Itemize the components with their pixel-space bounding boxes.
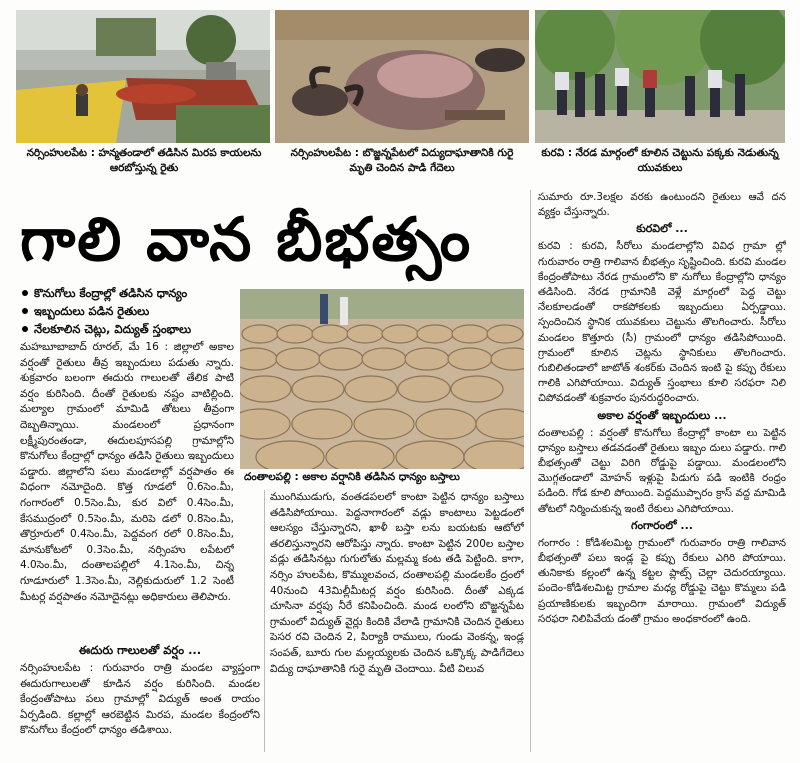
article-paragraph: గంగారం : కోడిశలమిట్ట గ్రామంలో గురువారం రాత్రి గాలివాన బీభత్సంతో పలు ఇండ్ల పై కప్పు రేకులు ఎగిరి పోయాయి. తునికాకు కల్లంలో ఉన్న కట్టల ప్లాట్స్‌ చెల్లా చెదురయ్యాయి. పందెం-కోడిశలమిట్ట గ్రామాల మధ్య రోడ్డుపై చెట్టు కొమ్మలు పడి ప్రయాణికులకు ఇబ్బందిగా మారాయి. గ్రామంలో విద్యుత్‌ సరఫరా నిలిపివేయ డంతో గ్రామం అంధకారంలో ఉంది. [538,536,786,625]
article-paragraph: మహబూబాబాద్‌ రూరల్‌, మే 16 : జిల్లాలో అకాల వర్షంతో రైతులు తీవ్ర ఇబ్బందులు పడుతు న్నారు. శుక్రవారం బలంగా ఈదురు గాలులతో తేలిక పాటి వర్షం కురిసింది. దీంతో రైతులకు నష్టం వాటిల్లింది. మల్యాల గ్రామంలో మామిడి తోటలు తీవ్రంగా దెబ్బతిన్నాయి. మండలంలో ప్రధానంగా లక్ష్మీపురంతండా, ఈదులపూసపల్లి గ్రామాల్లోని కొనుగోలు కేంద్రాల్లో ధాన్యం తడిసి రైతులు ఇబ్బందులు పడ్డారు. జిల్లాలోని పలు మండలాల్లో వర్షపాతం ఈ విధంగా నమోదైంది. కొత్త గూడలో 0.6సెం.మీ, గంగారంలో 0.5సెం.మీ, కుర విలో 0.4సెం.మీ, కేసముద్రంలో 0.5సెం.మీ, మరిపె డలో 0.8సెం.మీ, తొర్రూరులో 0.4సెం.మీ, పెద్దవంగ రలో 0.8సెం.మీ, మానుకోటలో 0.3సెం.మీ, నర్సింహు లపేటలో 4.0సెం.మీ, దంతాలపల్లిలో 4.1సెం.మీ, చిన్న గూడూరులో 1.3సెం.మీ, నెల్లికుదురులో 1.2 సెంటీ మీటర్ల వర్షపాతం నమోదైనట్లు అధికారులు తెలిపారు. [20,341,234,603]
article-column-1-body [20,340,234,640]
section-subheading: అకాల వర్షంతో ఇబ్బందులు ... [538,408,786,424]
photo-caption: దంతాలపల్లి : అకాల వర్షానికి తడిసిన ధాన్యం బస్తాలు [244,471,460,483]
article-paragraph: సుమారు రూ.3లక్షల వరకు ఉంటుందని రైతులు ఆవే దన వ్యక్తం చేస్తున్నారు. [538,191,786,219]
article-paragraph: నర్సింహులపేట : గురువారం రాత్రి మండల వ్యాప్తంగా ఈదురుగాలులతో కూడిన వర్షం కురిసింది. మండల కేంద్రంతోపాటు పలు గ్రామాల్లో విద్యుత్‌ అంత రాయం ఏర్పడింది. కల్లాల్లో ఆరబెట్టిన మిరప, మండల కేంద్రంలోని కొనుగోలు కేంద్రంలో ధాన్యం తడిశాయి. [20,662,260,737]
article-paragraph: కురవి : కురవి, సీరోలు మండలాల్లోని వివిధ గ్రామా ల్లో గురువారం రాత్రి గాలివాన బీభత్సం సృష్టించింది. కురవి మండల కేంద్రంతోపాటు నేరడ గ్రామంలోని కొ నుగోలు కేంద్రాల్లోని ధాన్యం తడిసింది. నేరడ గ్రామానికి వెళ్లే మార్గంలో పెద్ద చెట్టు నేలకూలడంతో రాకపోకలకు ఇబ్బందులు ఏర్పడ్డాయి. స్పందించిన స్థానిక యువకులు చెట్టును తొలగించారు. సీరోలు మండలం కొత్తూరు (సీ) గ్రామంలో ధాన్యం తడిసిపోయింది. గ్రామంలో కూలిన చెట్లను స్థానికులు తొలగించారు. గుబిలితండాలో జాటోత్‌ శంకర్‌కు చెందిన ఇంటి పై కప్పు రేకులు గాలికి ఎగిపోయాయి. విద్యుత్‌ స్తంభాలు కూలి సరఫరా నిలి చిపోవడంతో శుక్రవారం పునరుద్ధరించారు. [538,240,786,405]
headline: గాలి వాన బీభత్సం [20,205,473,275]
section-subheading: గంగారంలో ... [538,518,786,534]
article-paragraph: ముంగిముడుగు, వంతడపలలో కాంటా పెట్టిన ధాన్యం బస్తాలు తడిసిపోయాయి. పెద్దనాగారంలో వడ్లు కాంటాలు పెట్టడంలో ఆలస్యం చేస్తున్నారని, ఖాళీ బస్తా లను బయటకు ఆటోలో తరలిస్తున్నారని ఆరోపిస్తు న్నారు. కాంటా పెట్టిన 200ల బస్తాల వడ్లు తడిసినట్లు గుగులోతు మల్లమ్మ కంట తడి పెట్టింది. కాగా, నర్సిం హులపేట, కొమ్ములవంచ, దంతాలపల్లి మండలకేం ద్రంలో 40నుంచి 43మిల్లీమీటర్ల వర్షం కురిసింది. దీంతో ఎక్కడ చూసినా వర్షపు నీరే కనిపించింది. మండ లంలోని బొజ్జన్నపేట గ్రామంలో విద్యుత్‌ వైర్లు కిందికి వేలాడి గ్రామానికి చెందిన రైతులు పెసర రవి చెందిన 2, పిర్యాకి రాములు, గుండు వెంకన్న, ఇండ్ల సంపత్‌, బూరు గుల మల్లయ్యలకు చెందిన ఒక్కొక్క పాడిగేదెలు విద్యు దాఘాతానికి గురై మృతి చెందాయి. వీటి విలువ [270,491,524,675]
photo-caption: కురవి : నేరడ మార్గంలో కూలిన చెట్టును పక్కకు నెడుతున్న యువకులు [541,147,779,174]
column-divider [264,490,265,752]
article-column-3 [538,190,786,755]
photo-caption: నర్సింహులపేట : బొజ్జన్నపేటలో విద్యుదాఘాతానికి గురై మృతి చెందిన పాడి గేదెలు [290,147,514,174]
column-divider [530,190,531,752]
bullet-item: ఇబ్బందులు పడిన రైతులు [20,302,235,320]
article-column-2 [270,490,524,758]
section-subheading: ఈదురు గాలులతో వర్షం ... [20,641,260,659]
bullet-item: కొనుగోలు కేంద్రాల్లో తడిసిన ధాన్యం [20,284,235,302]
article-paragraph: దంతాలపల్లి : వర్షంతో కొనుగోలు కేంద్రాల్లో కాంటా లు పెట్టిన ధాన్యం బస్తాలు తడవడంతో రైతులు ఇబ్బం దులు పడ్డారు. గాలి బీభత్సంతో చెట్టు విరిగి రోడ్డుపై పడ్డాయి. మండలంలోని మొగ్గతండాలో మోహన్‌ ఇళ్లుపై పిడుగు పడి ఇంటికి రంధ్రం పడింది. గోడ కూలి పోయింది. పెద్దముప్పారం క్రాస్‌ వద్ద మామిడి తోటలో నిర్మించుకున్న ఇంటి రేకులు ఎగిపోయాయి. [538,426,786,515]
photo-caption: నర్సింహులపేట : హన్మతండాలో తడిసిన మిరప కాయలను ఆరబోస్తున్న రైతు [26,147,262,174]
photo-dead-buffalo [275,10,529,143]
photo-chillies-drying [16,10,270,143]
section-subheading: కురవిలో ... [538,221,786,237]
photo-youths-tree [535,10,785,143]
article-column-1-lower [20,640,260,760]
bullet-item: నేలకూలిన చెట్లు, విద్యుత్‌ స్తంభాలు [20,320,235,338]
photo-grain-bags [240,289,524,469]
bullet-list [20,284,235,338]
